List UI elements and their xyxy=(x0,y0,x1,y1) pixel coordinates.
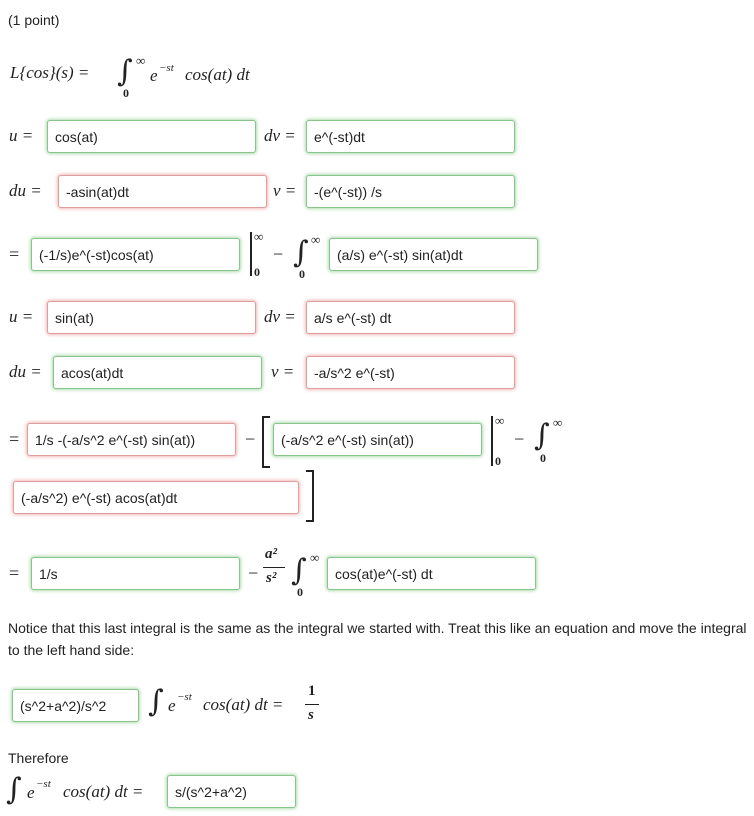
u-label-1: u = xyxy=(9,126,34,145)
exp-base: e xyxy=(27,783,35,802)
v-input-1[interactable]: -(e^(-st)) /s xyxy=(306,175,515,208)
u-input-1[interactable]: cos(at) xyxy=(47,120,256,153)
fraction-line xyxy=(263,567,285,568)
equals-sign: = xyxy=(9,563,20,583)
left-bracket-top xyxy=(262,416,270,418)
integral-sign: ∫ xyxy=(534,418,550,453)
v-label-2: v = xyxy=(271,362,295,381)
integral-upper: ∞ xyxy=(553,415,563,430)
minus-sign: − xyxy=(248,563,259,583)
notice-text: Notice that this last integral is the same as the integral we started with. Treat this like an equation and move the integral to the left hand side: xyxy=(8,620,747,658)
parts2-first-input[interactable]: 1/s -(-a/s^2 e^(-st) sin(at)) xyxy=(27,423,236,456)
parts1-integral-input[interactable]: (a/s) e^(-st) sin(at)dt xyxy=(329,238,538,271)
du-label-1: du = xyxy=(9,181,42,200)
coefficient-fraction xyxy=(262,546,286,592)
u-label-2: u = xyxy=(9,307,34,326)
equals-sign: = xyxy=(9,244,20,264)
parts3-integral-input[interactable]: cos(at)e^(-st) dt xyxy=(327,557,536,590)
fraction-numerator: 1 xyxy=(308,683,316,699)
equation-integrand: cos(at) dt = xyxy=(203,695,284,714)
du-label-2: du = xyxy=(9,362,42,381)
integral-sign: ∫ xyxy=(6,772,22,807)
integral-lower: 0 xyxy=(540,451,546,465)
parts1-first-input[interactable]: (-1/s)e^(-st)cos(at) xyxy=(31,238,240,271)
equals-sign: = xyxy=(9,429,20,449)
fraction-denominator: s xyxy=(308,707,314,723)
exp-base: e xyxy=(168,696,176,715)
dv-label-1: dv = xyxy=(264,126,296,145)
right-bracket-bottom xyxy=(306,520,314,522)
exp-base: e xyxy=(150,66,158,85)
therefore-input[interactable]: s/(s^2+a^2) xyxy=(167,775,296,808)
evaluation-bar xyxy=(491,416,493,466)
left-bracket-bottom xyxy=(262,466,270,468)
eval-upper: ∞ xyxy=(254,229,264,244)
minus-sign: − xyxy=(514,429,525,449)
points-label: (1 point) xyxy=(8,12,60,28)
exp-power: −st xyxy=(177,691,192,703)
parts3-input[interactable]: 1/s xyxy=(31,557,240,590)
integral-upper: ∞ xyxy=(310,550,320,565)
fraction-line xyxy=(305,704,319,705)
du-input-1[interactable]: -asin(at)dt xyxy=(58,175,267,208)
laplace-integrand: cos(at) dt xyxy=(185,65,250,84)
rhs-fraction xyxy=(304,683,320,729)
fraction-numerator: a² xyxy=(265,546,277,562)
integral-lower: 0 xyxy=(123,86,129,100)
laplace-definition xyxy=(10,52,310,102)
parts2-integral-input[interactable]: (-a/s^2) e^(-st) acos(at)dt xyxy=(13,481,299,514)
parts2-bracket-input[interactable]: (-a/s^2 e^(-st) sin(at)) xyxy=(273,423,482,456)
laplace-lhs: L{cos}(s) = xyxy=(10,63,90,82)
dv-label-2: dv = xyxy=(264,307,296,326)
dv-input-1[interactable]: e^(-st)dt xyxy=(306,120,515,153)
eval-upper: ∞ xyxy=(495,413,505,428)
eval-lower: 0 xyxy=(254,265,260,279)
right-bracket xyxy=(312,470,314,522)
eval-lower: 0 xyxy=(495,454,501,468)
integral-sign: ∫ xyxy=(148,684,164,719)
right-bracket-top xyxy=(306,470,314,472)
therefore-label: Therefore xyxy=(8,750,69,766)
fraction-denominator: s² xyxy=(266,570,277,586)
v-label-1: v = xyxy=(273,181,297,200)
evaluation-bar xyxy=(250,232,252,276)
left-bracket xyxy=(262,416,264,468)
exp-power: −st xyxy=(36,778,51,790)
integral-sign: ∫ xyxy=(293,235,309,270)
integral-sign: ∫ xyxy=(291,553,307,588)
integral-lower: 0 xyxy=(299,267,305,281)
u-input-2[interactable]: sin(at) xyxy=(47,301,256,334)
exp-power: −st xyxy=(159,62,174,74)
coefficient-input[interactable]: (s^2+a^2)/s^2 xyxy=(12,689,139,722)
minus-sign: − xyxy=(245,429,256,449)
v-input-2[interactable]: -a/s^2 e^(-st) xyxy=(306,356,515,389)
minus-sign: − xyxy=(273,244,284,264)
therefore-integrand: cos(at) dt = xyxy=(63,782,144,801)
du-input-2[interactable]: acos(at)dt xyxy=(53,356,262,389)
integral-lower: 0 xyxy=(297,585,303,599)
integral-sign: ∫ xyxy=(117,54,133,89)
dv-input-2[interactable]: a/s e^(-st) dt xyxy=(306,301,515,334)
integral-upper: ∞ xyxy=(311,232,321,247)
integral-upper: ∞ xyxy=(136,53,146,68)
